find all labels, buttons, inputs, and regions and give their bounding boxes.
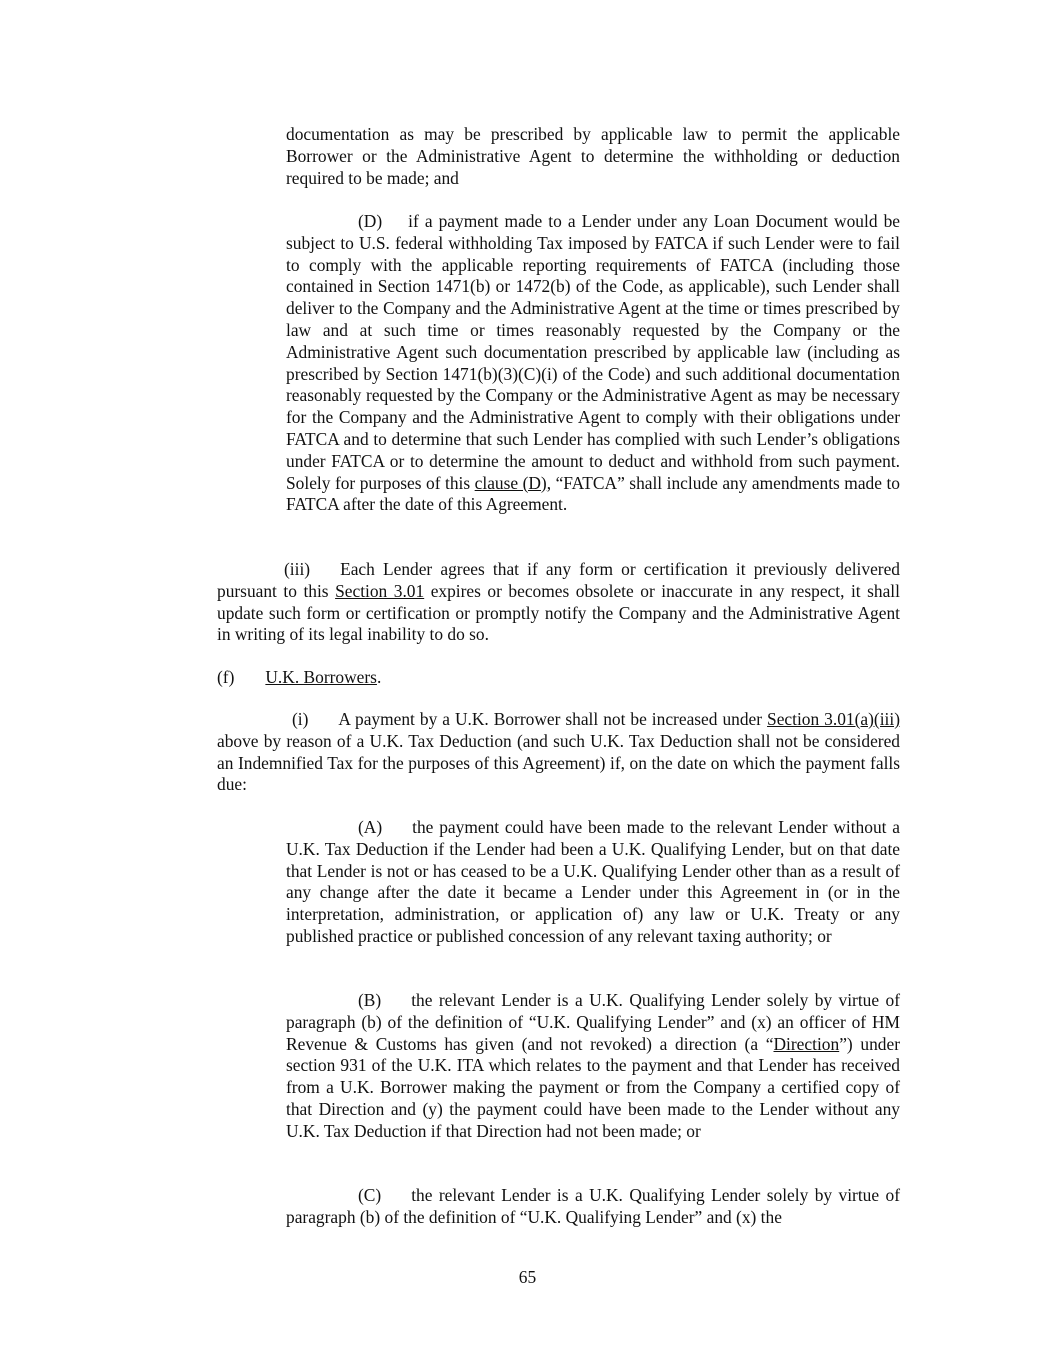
clause-label-b: (B) (358, 990, 382, 1010)
paragraph-i (217, 709, 900, 796)
paragraph-c-text: the relevant Lender is a U.K. Qualifying Lender solely by virtue of paragraph (b) of the definition of “U.K. Qualifying Lender” and (x) the (286, 1185, 900, 1227)
paragraph-iii-text: Each Lender agrees that if any form or certification it previously delivered pursuant to this (217, 559, 900, 601)
paragraph-text: documentation as may be prescribed by applicable law to permit the applicable Borrower or the Administrative Agent to determine the withholding or deduction required to be made; and (286, 124, 900, 188)
clause-label-f: (f) (217, 667, 235, 687)
page-number: 65 (518, 1267, 537, 1287)
paragraph-a-text: the payment could have been made to the relevant Lender without a U.K. Tax Deduction if the Lender had been a U.K. Qualifying Lender, but on that date that Lender is not or has ceased to be a U.K. Qualifying Lender other than as a result of any change after the date it became a Lender under this Agreement in (or in the interpretation, administration, or application of) any law or U.K. Treaty or any published practice or published concession of any relevant taxing authority; or (286, 817, 900, 946)
paragraph-iii (217, 559, 900, 646)
section-heading-f (217, 667, 900, 689)
paragraph-d-text: if a payment made to a Lender under any Loan Document would be subject to U.S. federal withholding Tax imposed by FATCA if such Lender were to fail to comply with the applicable reporting requirements of FATCA (including those contained in Section 1471(b) or 1472(b) of the Code, as applicable), such Lender shall deliver to the Company and the Administrative Agent at the time or times prescribed by law and at such time or times reasonably requested by the Company or the Administrative Agent such documentation prescribed by applicable law (including as prescribed by Section 1471(b)(3)(C)(i) of the Code) and such additional documentation reasonably requested by the Company or the Administrative Agent as may be necessary for the Company and the Administrative Agent to comply with their obligations under FATCA and to determine that such Lender has complied with such Lender’s obligations under FATCA or to determine the amount to deduct and withhold from such payment. Solely for purposes of this (286, 211, 900, 493)
paragraph-d-text-end: , “FATCA” shall include any amendments made to FATCA after the date of this Agreement. (286, 472, 900, 515)
direction-defined-term: Direction (773, 1033, 840, 1054)
paragraph-b-text-end: ”) under section 931 of the U.K. ITA which relates to the payment and that Lender has received from a U.K. Borrower making the payment or from the Company a certified copy of that Direction and (y) the payment could have been made to the Lender without any U.K. Tax Deduction if that Direction had not been made; or (286, 1033, 900, 1141)
paragraph-i-text-end: above by reason of a U.K. Tax Deduction (and such U.K. Tax Deduction shall not be considered an Indemnified Tax for the purposes of this Agreement) if, on the date on which the payment falls due: (217, 730, 900, 795)
paragraph-b-text: the relevant Lender is a U.K. Qualifying Lender solely by virtue of paragraph (b) of the definition of “U.K. Qualifying Lender” and (x) an officer of HM Revenue & Customs has given (and not revoked) a direction (a “ (286, 990, 900, 1054)
paragraph-d (286, 211, 900, 516)
clause-d-reference-link[interactable]: clause (D) (474, 472, 547, 493)
paragraph-iii-text-end: expires or becomes obsolete or inaccurate in any respect, it shall update such form or certification or promptly notify the Company and the Administrative Agent in writing of its legal inability to do so. (217, 580, 900, 645)
paragraph-continuation (286, 124, 900, 189)
heading-period: . (376, 667, 382, 687)
clause-label-i: (i) (292, 709, 309, 729)
section-3-01-a-iii-reference-link[interactable]: Section 3.01(a)(iii) (767, 709, 900, 729)
section-3-01-reference-link[interactable]: Section 3.01 (335, 580, 425, 601)
uk-borrowers-heading: U.K. Borrowers (265, 667, 377, 687)
clause-label-iii: (iii) (284, 559, 311, 579)
clause-label-c: (C) (358, 1185, 382, 1205)
paragraph-i-text: A payment by a U.K. Borrower shall not be increased under (338, 709, 768, 729)
clause-label-d: (D) (358, 211, 383, 231)
paragraph-b (286, 990, 900, 1143)
clause-label-a: (A) (358, 817, 383, 837)
paragraph-c (286, 1185, 900, 1229)
paragraph-a (286, 817, 900, 948)
